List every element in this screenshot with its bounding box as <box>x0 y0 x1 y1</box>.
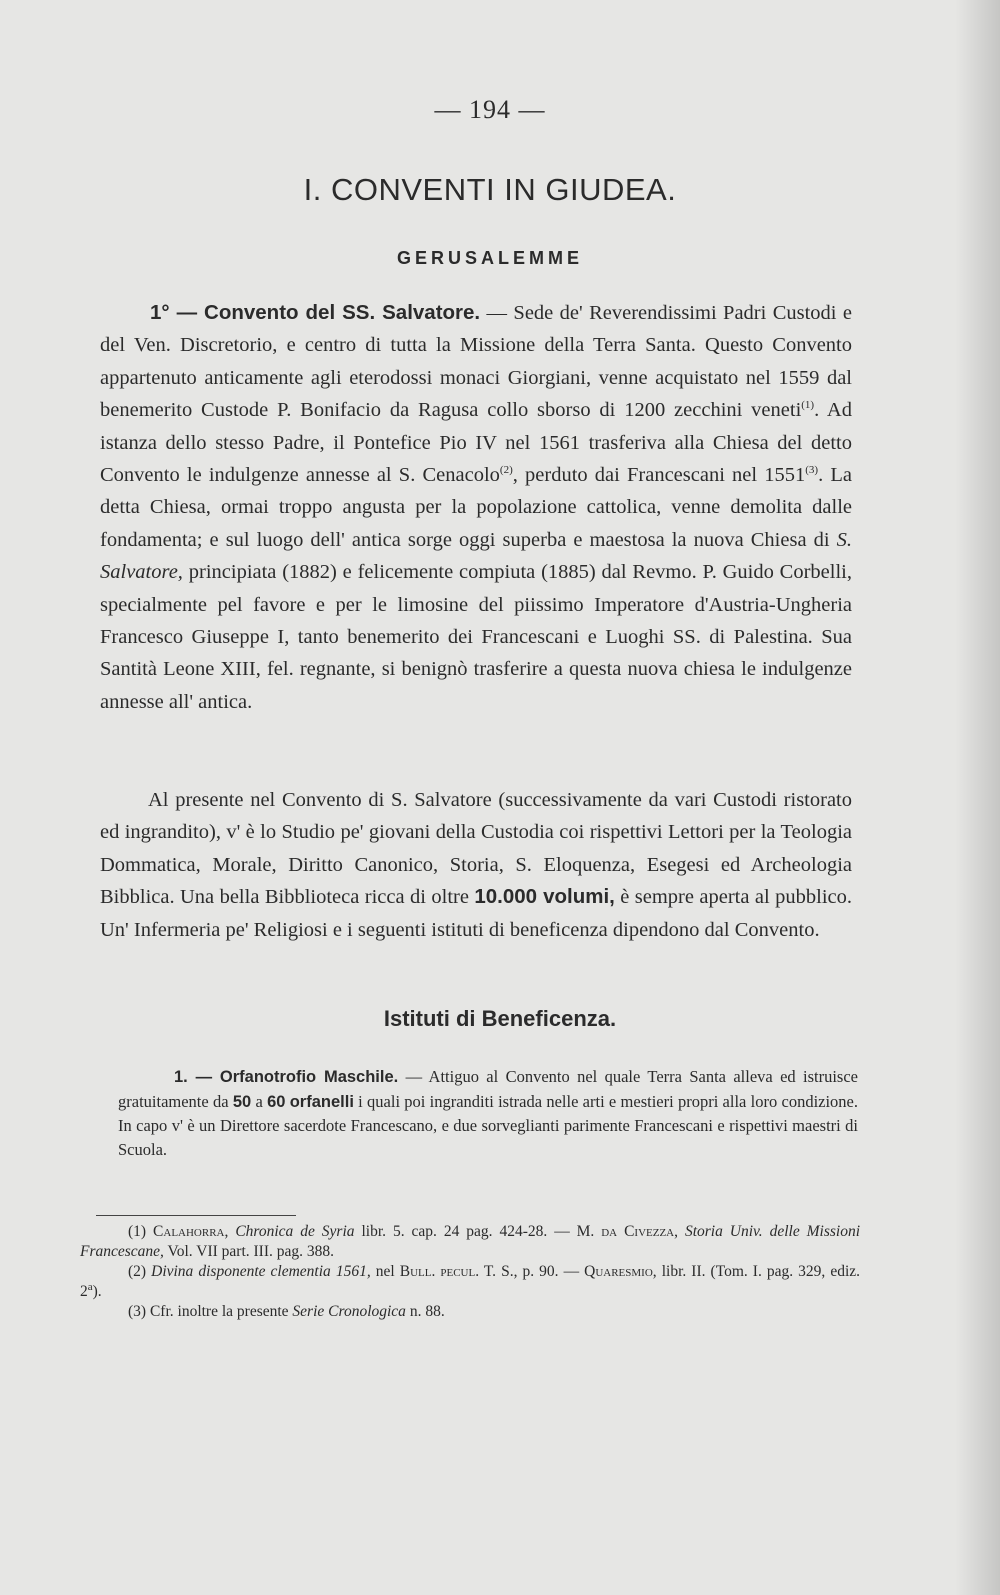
text-run: , perduto dai Francescani nel 1551 <box>512 464 806 487</box>
text-run: — Sede de' Reverendissimi Padri Custodi e del Ven. Discretorio, e centro di tutta la Missione della Terra Santa. Questo Convento appartenuto anticamente agli eterodossi monaci Giorgiani, venne acquistato nel 1559 dal benemerito Custode P. Bonifacio da Ragusa collo sborso di 1200 zecchini veneti <box>100 302 852 422</box>
text-run: a <box>251 1091 268 1111</box>
footnote-2 <box>80 1262 860 1302</box>
text-run: Vol. VII part. III. pag. 388. <box>163 1243 334 1260</box>
author: Quaresmio, <box>584 1263 657 1280</box>
text-run: Bull. pecul. <box>399 1263 480 1280</box>
work-title: Divina disponente clementia 1561, <box>151 1263 371 1280</box>
work-title: Storia Univ. delle Missioni Francescane, <box>80 1223 861 1260</box>
footnote-rule <box>96 1215 296 1216</box>
author: Civezza, <box>624 1223 678 1240</box>
entry-lead: 1° — Convento del SS. Salvatore. <box>150 301 481 324</box>
orfanelli-word: orfanelli <box>289 1092 354 1111</box>
number: 60 <box>267 1092 286 1111</box>
volumes-count: 10.000 volumi, <box>474 885 615 909</box>
item-lead: 1. — Orfanotrofio Maschile. <box>174 1068 399 1086</box>
work-title: Chronica de Syria <box>235 1223 355 1240</box>
footnote-ref-3: (3) <box>805 464 819 477</box>
footnote-mark: (1) <box>128 1223 147 1240</box>
item-orfanotrofio <box>118 1065 858 1161</box>
paragraph-studio <box>100 784 852 946</box>
footnote-3 <box>80 1302 860 1322</box>
superscript: a <box>87 1280 93 1293</box>
footnote-ref-1: (1) <box>801 399 815 412</box>
text-run: ). <box>92 1283 102 1300</box>
text-run: i quali poi ingranditi istrada nelle arti e mestieri propri alla loro condizione. In capo v' è un Direttore sacerdote Francescano, e due sorveglianti parimente Francescani e rispettivi maestri di Scuola. <box>118 1091 859 1159</box>
footnote-mark: (3) <box>128 1303 147 1320</box>
section-heading: Istituti di Beneficenza. <box>383 1006 617 1031</box>
page-fold-shadow <box>955 0 1000 1595</box>
footnote-1 <box>80 1222 860 1262</box>
footnote-ref-2: (2) <box>499 464 513 477</box>
author: Calahorra, <box>153 1223 229 1240</box>
text-run: — Attiguo al Convento nel quale Terra Santa alleva ed istruisce gratuitamente da <box>118 1067 858 1111</box>
paragraph-convento <box>100 297 852 718</box>
text-run: libr. II. (Tom. I. pag. 329, ediz. 2 <box>80 1263 861 1300</box>
text-run: Cfr. inoltre la presente <box>146 1303 293 1320</box>
text-run: T. S., p. 90. — <box>479 1263 585 1280</box>
number: 50 <box>232 1092 252 1111</box>
text-run: . La detta Chiesa, ormai troppo angusta per la popolazione cattolica, venne demolita dalle fondamenta; e sul luogo dell' antica sorge oggi superba e maestosa la nuova Chiesa di <box>100 464 852 551</box>
church-name: S. Salvatore, <box>100 528 852 584</box>
chapter-title: I. CONVENTI IN GIUDEA. <box>303 172 677 207</box>
work-title: Serie Cronologica <box>292 1303 406 1320</box>
text-run: . Ad istanza dello stesso Padre, il Pontefice Pio IV nel 1561 trasferiva alla Chiesa del detto Convento le indulgenze annesse al S. Cenacolo <box>100 399 852 487</box>
text-run: libr. 5. cap. 24 pag. 424-28. — M. <box>354 1223 602 1240</box>
text-run: nel <box>370 1263 400 1280</box>
page-number: — 194 — <box>434 95 546 124</box>
text-run: Al presente nel Convento di S. Salvatore (successivamente da vari Custodi ristorato ed ingrandito), v' è lo Studio pe' giovani della Custodia coi rispettivi Lettori per la Teologia Dommatica, Morale, Diritto Canonico, Storia, S. Eloquenza, Esegesi ed Archeologia Bibblica. Una bella Bibblioteca ricca di oltre <box>100 789 852 909</box>
city-title: GERUSALEMME <box>396 248 583 268</box>
footnote-mark: (2) <box>128 1263 147 1280</box>
text-run: principiata (1882) e felicemente compiuta (1885) dal Revmo. P. Guido Corbelli, specialmente pel favore e per le limosine del piissimo Imperatore d'Austria-Ungheria Francesco Giuseppe I, tanto benemerito dei Francescani e Luoghi SS. di Palestina. Sua Santità Leone XIII, fel. regnante, si benignò trasferire a questa nuova chiesa le indulgenze annesse all' antica. <box>100 561 852 713</box>
text-run: è sempre aperta al pubblico. Un' Infermeria pe' Religiosi e i seguenti istituti di beneficenza dipendono dal Convento. <box>100 886 852 941</box>
text-run: n. 88. <box>405 1303 445 1320</box>
text-run: da <box>601 1223 618 1240</box>
